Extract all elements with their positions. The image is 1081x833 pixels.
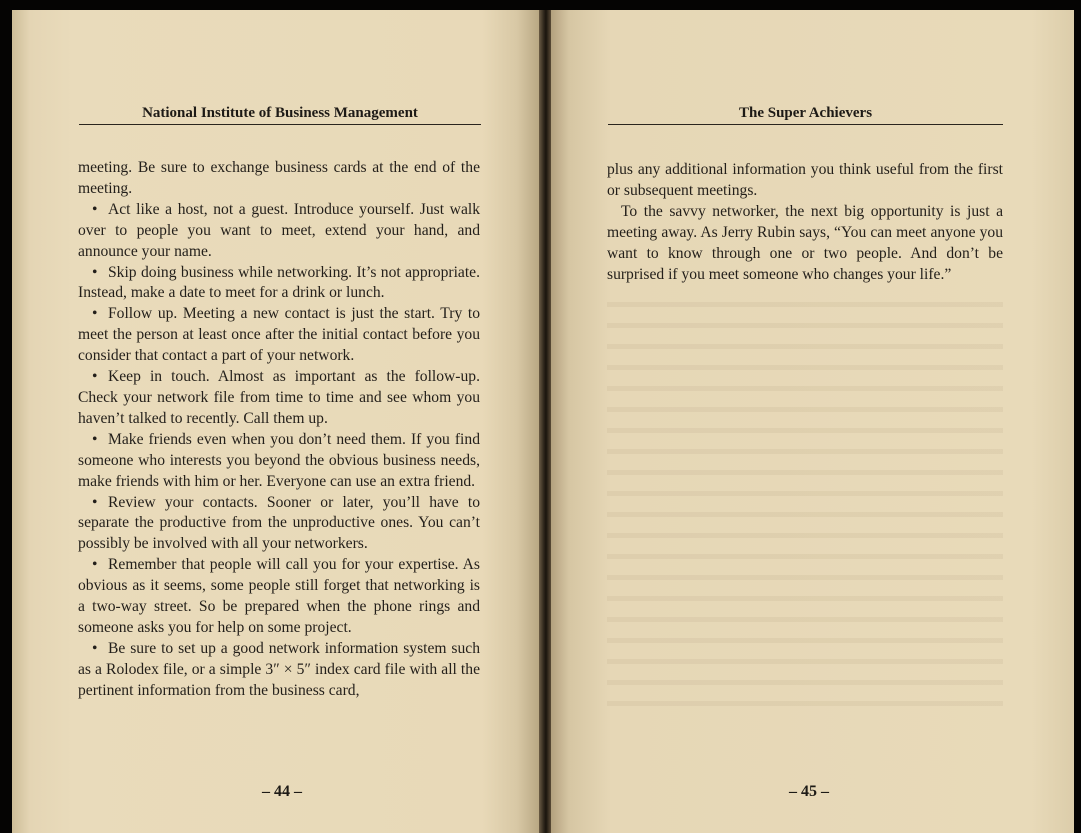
right-page	[551, 10, 1074, 833]
bullet-paragraph	[78, 263, 480, 305]
bullet-paragraph	[78, 304, 480, 367]
book-gutter	[539, 10, 551, 833]
paragraph-text: To the savvy networker, the next big opportunity is just a meeting away. As Jerry Rubin says, “You can meet anyone you want to know through one or two people. And don’t be surprised if you meet someone who changes your life.”	[607, 202, 1003, 283]
paragraph-text: Make friends even when you don’t need them. If you find someone who interests you beyond the obvious business needs, make friends with him or her. Everyone can use an extra friend.	[78, 430, 480, 490]
bullet-icon: •	[92, 200, 98, 218]
bullet-paragraph	[78, 493, 480, 556]
paragraph-text: Follow up. Meeting a new contact is just the start. Try to meet the person at least once after the initial contact before you consider that contact a part of your network.	[78, 305, 480, 365]
bullet-icon: •	[92, 305, 98, 323]
bullet-paragraph	[78, 367, 480, 430]
paragraph-text: Be sure to set up a good network information system such as a Rolodex file, or a simple 3″ × 5″ index card file with all the pertinent information from the business card,	[78, 639, 480, 699]
bullet-icon: •	[92, 368, 98, 386]
paragraph	[607, 160, 1003, 202]
right-page-body	[607, 160, 1003, 285]
right-running-header: The Super Achievers	[608, 96, 1003, 125]
bullet-paragraph	[78, 639, 480, 702]
paragraph-text: meeting. Be sure to exchange business cards at the end of the meeting.	[78, 159, 480, 197]
bullet-paragraph	[78, 555, 480, 639]
left-page-body	[78, 158, 480, 702]
paragraph-text: Act like a host, not a guest. Introduce yourself. Just walk over to people you want to meet, extend your hand, and announce your name.	[78, 200, 480, 260]
bullet-icon: •	[92, 639, 98, 657]
show-through-text	[607, 290, 1003, 710]
paragraph	[78, 158, 480, 200]
bullet-icon: •	[92, 263, 98, 281]
paragraph-text: Review your contacts. Sooner or later, you’ll have to separate the productive from the unproductive ones. You can’t possibly be involved with all your networkers.	[78, 493, 480, 553]
paragraph-text: plus any additional information you think useful from the first or subsequent meetings.	[607, 161, 1003, 199]
paragraph-text: Skip doing business while networking. It’s not appropriate. Instead, make a date to meet for a drink or lunch.	[78, 263, 480, 302]
bullet-paragraph	[78, 430, 480, 493]
left-page-number: – 44 –	[262, 783, 302, 800]
bullet-icon: •	[92, 556, 98, 574]
bullet-icon: •	[92, 493, 98, 511]
bullet-icon: •	[92, 430, 98, 448]
right-page-number: – 45 –	[789, 783, 829, 800]
paragraph-text: Remember that people will call you for your expertise. As obvious as it seems, some people still forget that networking is a two-way street. So be prepared when the phone rings and someone asks you for help on some project.	[78, 556, 480, 636]
paragraph	[607, 202, 1003, 286]
bullet-paragraph	[78, 200, 480, 263]
scan-top-edge	[0, 0, 1081, 10]
paragraph-text: Keep in touch. Almost as important as the follow-up. Check your network file from time to time and see whom you haven’t talked to recently. Call them up.	[78, 368, 480, 427]
left-running-header: National Institute of Business Management	[79, 96, 481, 125]
left-page	[12, 10, 539, 833]
